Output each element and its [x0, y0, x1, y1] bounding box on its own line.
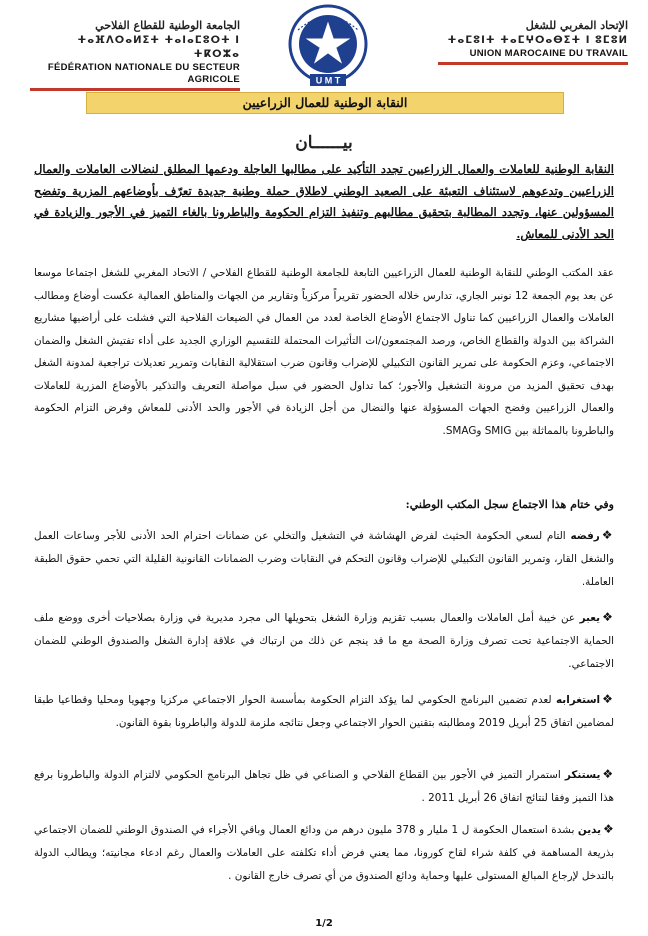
bullet-keyword: يدين — [577, 824, 602, 836]
bullet-text: التام لسعي الحكومة الحثيث لفرض الهشاشة في التشغيل والتخلي عن ضمانات احترام الحد الأدنى للأجر وساعات العمل والشغل القار، وتمرير القانون التكبيلي للإضراب وقانون التحكم في النقابات وضرب الضمانات القانونية القليلة التي تحمي حقوق الطبقة العاملة. — [34, 530, 614, 588]
bullet-keyword: استغرابه — [556, 694, 601, 706]
umt-letterhead — [438, 18, 628, 65]
logo-letters: U M T — [315, 75, 341, 86]
letterhead — [0, 0, 648, 92]
diamond-bullet-icon: ❖ — [603, 822, 614, 836]
list-item — [34, 763, 614, 810]
bullet-text: عن خيبة أمل العاملات والعمال بسبب تقزيم وزارة الشغل بتحويلها الى مجرد مديرية في وزارة بصلاحيات أخرى ووضع ملف الحماية الاجتماعية تحت تصرف وزارة الصحة مع ما قد ينجم عن ذلك من ارتباك في علاقة إدارة الشغل والصندوق الوطني للضمان الاجتماعي. — [34, 612, 614, 670]
conclusion-intro: وفي ختام هذا الاجتماع سجل المكتب الوطني: — [405, 498, 614, 511]
bullet-text: استمرار التميز في الأجور بين القطاع الفلاحي و الصناعي في ظل تجاهل البرنامج الحكومي لالتزام الدولة والباطرونا برفع هذا التميز وفقا لنتائج اتفاق 26 أبريل 2011 . — [34, 769, 614, 804]
bullet-keyword: رفضه — [570, 530, 600, 542]
header-red-rule — [438, 62, 628, 65]
diamond-bullet-icon: ❖ — [601, 528, 614, 542]
statement-headline: النقابة الوطنية للعاملات والعمال الزراعيين تجدد التأكيد على مطالبها العاجلة ودعمها المطلق لنضالات العاملات والعمال الزراعيين وتدعوهم لاستئناف التعبئة على الصعيد الوطني لاطلاق حملة وطنية جديدة تعرّف بأوضاعهم المزرية وتفضح المسؤولين عنها، وتجدد المطالبة بتحقيق مطالبهم وتنفيذ التزام الحكومة والباطرونا بالغاء التميز في الأجور والزيادة في الحد الأدنى للمعاش. — [34, 162, 614, 241]
statement-title: بيــــــان — [295, 133, 353, 153]
bullet-text: لعدم تضمين البرنامج الحكومي لما يؤكد التزام الحكومة بمأسسة الحوار الاجتماعي مركزيا وجهويا ومحليا وقطاعيا طبقا لمضامين اتفاق 25 أبريل 2019 ومطالبته بتقنين الحوار الاجتماعي وجعل نتائجه ملزمة للدولة والباطرونا بقوة القانون. — [34, 694, 614, 729]
fnsa-name-arabic: الجامعة الوطنية للقطاع الفلاحي — [95, 19, 240, 32]
list-item — [34, 524, 614, 594]
union-banner: النقابة الوطنية للعمال الزراعيين — [86, 92, 564, 114]
meeting-paragraph: عقد المكتب الوطني للنقابة الوطنية للعمال الزراعيين التابعة للجامعة الوطنية للقطاع الفلاحي / الاتحاد المغربي للشغل اجتماعا موسعا عن بعد يوم الجمعة 12 نونبر الجاري، تدارس خلاله الحضور تقريراً مركزياً وتقارير من الجهات والمناطق العمالية عكست أوضاع ومطالب العاملات والعمال الزراعيين كما تناول الاجتماع الأوضاع الخاصة لعدد من العمال في الضيعات الفلاحية التي فشلت على أراضيها مشاريع الشراكة بين الدولة والقطاع الخاص، ورصد المجتمعون/ات التأثيرات المحتملة للتقسيم الوزاري الجديد على أداء تفتيش الشغل والضمان الاجتماعي، وعزم الحكومة على تمرير القانون التكبيلي للإضراب وقانون ضرب استقلالية النقابات وتمرير تعديلات تراجعية لمدونة الشغل بهدف تحقيق المزيد من مرونة التشغيل والأجور؛ كما تداول الحضور في سبل مواصلة التعريف والتذكير بالأوضاع المزرية للعاملات والعمال الزراعيين وفضح الجهات المسؤولة عنها والنضال من أجل الزيادة في الأجور والحد الأدنى للمعاش وفرض التزام الحكومة والباطرونا بالمماثلة بين SMIG وSMAG. — [34, 267, 614, 437]
bullet-keyword: يستنكر — [564, 769, 601, 781]
page-number: 1/2 — [315, 918, 333, 929]
diamond-bullet-icon: ❖ — [602, 610, 614, 624]
fnsa-name-tifinagh: ⵜⴰⴼⴷⵔⴰⵍⵉⵜ ⵜⴰⵏⴰⵎⵓⵔⵜ ⵏ ⵜⴽⵔⵣⴰ — [77, 35, 240, 60]
fnsa-letterhead — [30, 18, 240, 91]
bullet-text: بشدة استعمال الحكومة ل 1 مليار و 378 مليون درهم من ودائع العمال وباقي الأجراء في الصندوق الوطني للضمان الاجتماعي بذريعة المساهمة في كلفة شراء لقاح كورونا، مما يعني فرض أداء تكلفته على العاملات والعمال رغم ادعاء مجانيته؛ ويطالب الدولة بالتدخل لإرجاع المبالغ المستولى عليها وحماية ودائع الصندوق من أي تصرف خارج القانون . — [34, 824, 614, 882]
umt-name-tifinagh: ⵜⴰⵎⵓⵏⵜ ⵜⴰⵎⵖⵔⴰⴱⵉⵜ ⵏ ⵓⵎⵓⵍ — [447, 35, 628, 46]
list-item — [34, 818, 614, 888]
diamond-bullet-icon: ❖ — [602, 767, 614, 781]
diamond-bullet-icon: ❖ — [602, 692, 614, 706]
umt-logo-icon — [284, 2, 372, 90]
umt-name-french: UNION MAROCAINE DU TRAVAIL — [469, 48, 628, 59]
fnsa-name-french: FÉDÉRATION NATIONALE DU SECTEUR AGRICOLE — [47, 62, 240, 85]
umt-name-arabic: الإتحاد المغربي للشغل — [525, 19, 628, 32]
list-item — [34, 688, 614, 735]
list-item — [34, 606, 614, 676]
bullet-keyword: يعبر — [579, 612, 601, 624]
header-red-rule — [30, 88, 240, 91]
